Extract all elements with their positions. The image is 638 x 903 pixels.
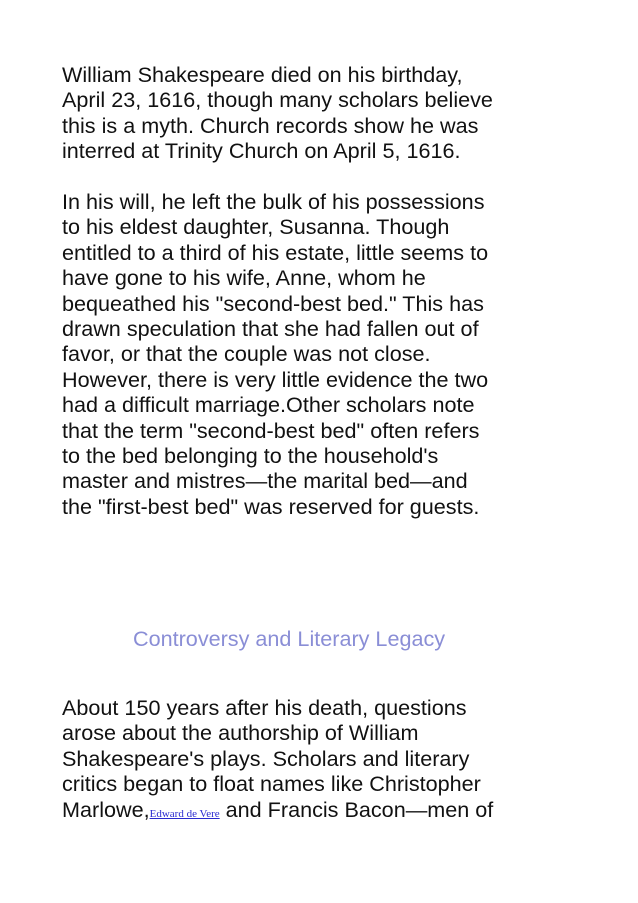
text-line: had a difficult marriage.Other scholars note	[62, 392, 475, 418]
text-line: have gone to his wife, Anne, whom he	[62, 265, 426, 291]
text-line: However, there is very little evidence the two	[62, 366, 489, 392]
section-heading: Controversy and Literary Legacy	[133, 626, 446, 651]
text-line: to the bed belonging to the household's	[62, 443, 439, 469]
text-line: April 23, 1616, though many scholars believe	[62, 87, 493, 113]
text-line: arose about the authorship of William	[62, 720, 419, 746]
text-after-link: and Francis Bacon—men of	[219, 796, 494, 822]
text-line: to his eldest daughter, Susanna. Though	[62, 214, 450, 240]
text-line: master and mistres—the marital bed—and	[62, 468, 468, 494]
paragraph-authorship	[62, 695, 602, 827]
paragraph-will	[62, 189, 602, 519]
text-line: critics began to float names like Christopher	[62, 771, 481, 797]
text-line: this is a myth. Church records show he was	[62, 112, 479, 138]
text-line-with-link	[62, 797, 602, 827]
text-line: About 150 years after his death, questions	[62, 695, 467, 720]
text-line: the "first-best bed" was reserved for guests.	[62, 493, 480, 519]
text-line: that the term "second-best bed" often refers	[62, 417, 480, 443]
text-before-link: Marlowe,	[62, 796, 150, 822]
text-line: In his will, he left the bulk of his possessions	[62, 189, 485, 214]
text-line: interred at Trinity Church on April 5, 1616.	[62, 138, 461, 164]
text-line: Shakespeare's plays. Scholars and literary	[62, 745, 470, 771]
text-line: bequeathed his "second-best bed." This has	[62, 290, 484, 316]
text-line: entitled to a third of his estate, little seems to	[62, 239, 489, 265]
text-line: William Shakespeare died on his birthday,	[62, 62, 463, 87]
text-line: favor, or that the couple was not close.	[62, 341, 431, 367]
edward-de-vere-link[interactable]: Edward de Vere	[149, 807, 220, 820]
text-line: drawn speculation that she had fallen out of	[62, 316, 479, 342]
paragraph-death	[62, 62, 602, 164]
